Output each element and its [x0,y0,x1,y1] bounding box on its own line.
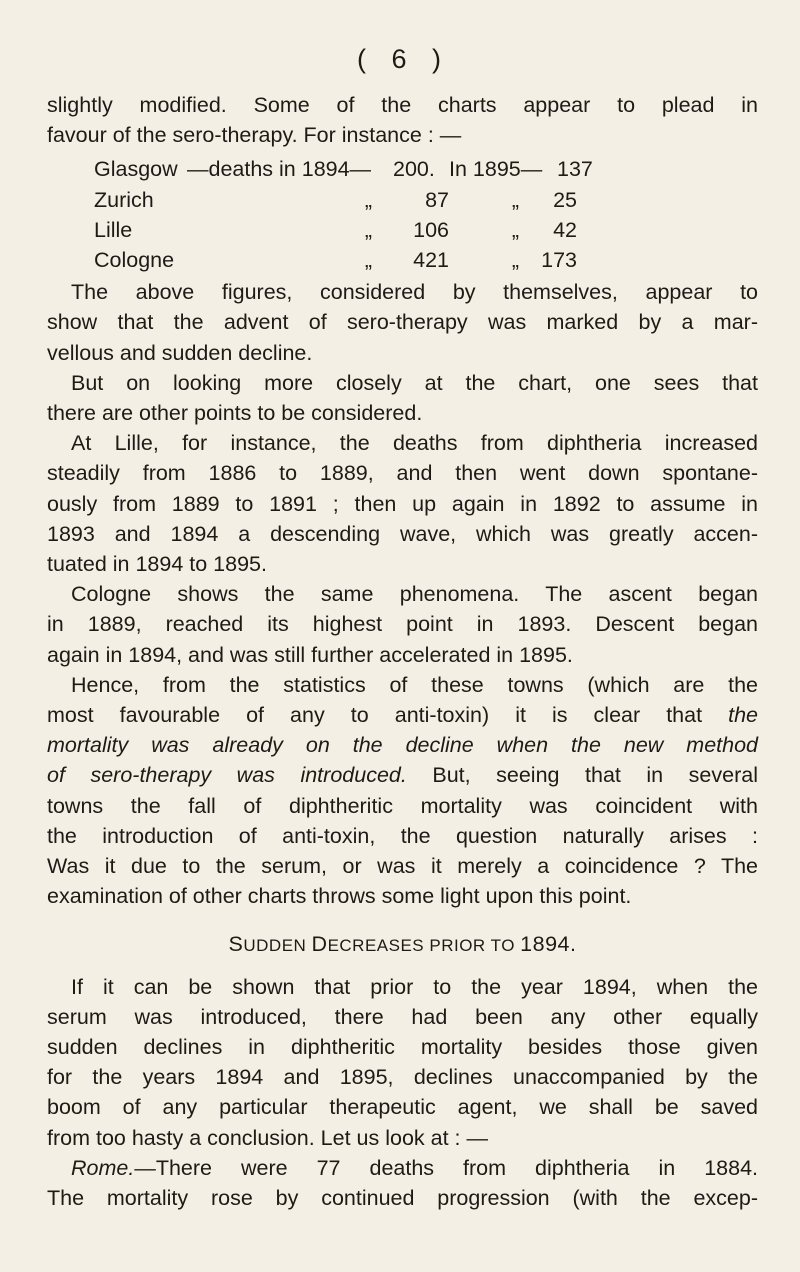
deaths-1894: 200. [393,157,435,182]
text-line: slightly modified. Some of the charts appear to plead in [47,93,758,117]
text-line: there are other points to be considered. [47,400,423,425]
text-segment: most favourable of any to anti-toxin) it is clear that [47,703,729,727]
deaths-1895: 42 [553,217,577,242]
text-line: favour of the sero-therapy. For instance : — [47,123,462,148]
section-heading [47,929,758,961]
deaths-1894: 421 [413,247,449,272]
text-line: towns the fall of diphtheritic mortality was coincident with [47,793,758,818]
deaths-1895: 25 [553,187,577,212]
paragraph-intro [47,90,758,150]
town-name: Glasgow [94,157,178,182]
folio-number: 6 [391,44,409,74]
heading-cap: S [228,932,244,957]
folio-close-paren: ) [432,44,444,74]
text-line: tuated in 1894 to 1895. [47,551,267,576]
text-line: the introduction of anti-toxin, the question naturally arises : [47,823,758,848]
text-line: examination of other charts throws some light upon this point. [47,884,632,909]
paragraph-rome [47,1153,758,1213]
heading-smallcaps: UDDEN [243,936,312,956]
ditto-mark: „ [364,217,372,242]
italic-text: mortality was already on the decline when the new method [47,733,758,758]
text-line: from too hasty a conclusion. Let us look at : — [47,1125,488,1150]
paragraph-hence [47,670,758,912]
ditto-mark: „ [511,187,519,212]
heading-cap: D [311,932,328,957]
ditto-mark: „ [511,247,519,272]
text-line: ously from 1889 to 1891 ; then up again in 1892 to assume in [47,491,758,516]
text-segment: But, seeing that in several [406,763,758,788]
in-1895-label: In 1895— [449,157,543,182]
text-line [47,730,758,760]
text-line: serum was introduced, there had been any other equally [47,1004,758,1029]
text-line: steadily from 1886 to 1889, and then went down spontane- [47,461,758,486]
text-line: If it can be shown that prior to the year 1894, when the [71,974,758,999]
deaths-1895: 173 [541,247,577,272]
italic-text: the [728,703,758,727]
text-line: for the years 1894 and 1895, declines unaccompanied by the [47,1065,758,1090]
paragraph-cologne [47,579,758,670]
paragraph-if-shown [47,972,758,1153]
text-line [47,700,758,730]
table-row-lille [47,215,758,245]
folio-open-paren: ( [356,44,368,74]
town-name: Lille [94,217,133,242]
text-line [47,1153,758,1183]
text-line: 1893 and 1894 a descending wave, which was greatly accen- [47,521,758,546]
text-line [47,760,758,790]
italic-text: Rome. [71,1155,135,1180]
table-row-cologne [47,245,758,275]
heading-year: 1894. [520,932,577,957]
text-line: Cologne shows the same phenomena. The ascent began [71,582,758,607]
town-name: Cologne [94,247,175,272]
text-segment: —There were 77 deaths from diphtheria in 1884. [134,1155,758,1180]
text-line: boom of any particular therapeutic agent, we shall be saved [47,1095,758,1120]
text-line: At Lille, for instance, the deaths from diphtheria increased [71,431,758,456]
text-line: Hence, from the statistics of these towns (which are the [71,672,758,697]
body-text [47,90,758,1213]
heading-smallcaps: ECREASES PRIOR TO [327,936,521,956]
town-name: Zurich [94,187,154,212]
ditto-mark: „ [511,217,519,242]
text-line: Was it due to the serum, or was it merely a coincidence ? The [47,854,758,879]
italic-text: of sero-therapy was introduced. [47,763,407,788]
text-line: vellous and sudden decline. [47,340,313,365]
text-line: The above figures, considered by themselves, appear to [71,280,758,305]
paragraph-lille [47,428,758,579]
deaths-1895: 137 [557,157,593,182]
deaths-1894: 106 [413,217,449,242]
ditto-mark: „ [364,247,372,272]
deaths-table [47,154,758,275]
text-line: show that the advent of sero-therapy was marked by a mar- [47,310,758,335]
table-row-zurich [47,185,758,215]
paragraph-looking-closely [47,368,758,428]
text-line: again in 1894, and was still further accelerated in 1895. [47,642,573,667]
text-line: sudden declines in diphtheritic mortality besides those given [47,1035,758,1060]
deaths-1894: 87 [425,187,449,212]
page-number [0,44,800,75]
paragraph-above-figures [47,277,758,368]
text-line: in 1889, reached its highest point in 1893. Descent began [47,612,758,637]
deaths-label: —deaths in 1894— [187,157,372,182]
text-line: The mortality rose by continued progression (with the excep- [47,1186,758,1211]
table-row-glasgow [47,154,758,184]
text-line: But on looking more closely at the chart, one sees that [71,370,758,395]
ditto-mark: „ [364,187,372,212]
